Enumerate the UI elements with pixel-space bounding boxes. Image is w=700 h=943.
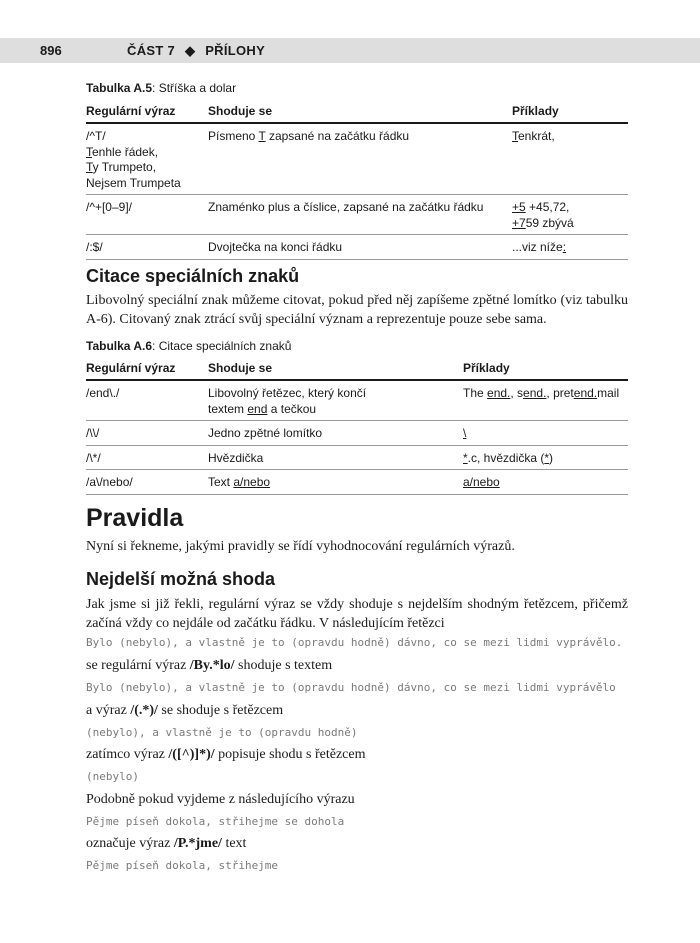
- column-header: Příklady: [512, 104, 628, 123]
- code-line: Bylo (nebylo), a vlastně je to (opravdu hodně) dávno, co se mezi lidmi vyprávělo: [86, 681, 616, 694]
- paragraph: zatímco výraz /([^)]*)/ popisuje shodu s řetězcem: [86, 747, 366, 762]
- code-line: Bylo (nebylo), a vlastně je to (opravdu hodně) dávno, co se mezi lidmi vyprávělo.: [86, 636, 623, 649]
- regex-cell: /\*/: [86, 445, 208, 470]
- table-row: [86, 470, 628, 495]
- table-header-row: [86, 361, 628, 380]
- regex-cell: /a\/nebo/: [86, 470, 208, 495]
- code-line: Pějme píseň dokola, střihejme se dohola: [86, 815, 345, 828]
- section-heading: Citace speciálních znaků: [86, 266, 300, 286]
- regex-cell: /^+[0–9]/: [86, 195, 208, 235]
- paragraph: Libovolný speciální znak můžeme citovat, pokud před něj zapíšeme zpětné lomítko (viz tabulku A-6). Citovaný znak ztrácí svůj speciální význam a reprezentuje pouze sebe sama.: [86, 293, 628, 327]
- example-cell: The end., send., pretend.mail: [463, 380, 628, 421]
- match-cell: Jedno zpětné lomítko: [208, 421, 463, 446]
- section-label: PŘÍLOHY: [205, 43, 266, 58]
- table-row: [86, 445, 628, 470]
- code-line: (nebylo): [86, 770, 139, 783]
- part-label: ČÁST 7: [127, 43, 176, 58]
- match-cell: Znaménko plus a číslice, zapsané na začátku řádku: [208, 195, 512, 235]
- column-header: Příklady: [463, 361, 628, 380]
- table-row: [86, 123, 628, 195]
- match-cell: Písmeno T zapsané na začátku řádku: [208, 123, 512, 195]
- regex-cell: /^T/ Tenhle řádek, Ty Trumpeto, Nejsem Trumpeta: [86, 123, 208, 195]
- match-cell: Text a/nebo: [208, 470, 463, 495]
- example-cell: \: [463, 421, 628, 446]
- match-cell: Libovolný řetězec, který končí textem end a tečkou: [208, 380, 463, 421]
- table-header-row: [86, 104, 628, 123]
- code-line: Pějme píseň dokola, střihejme: [86, 859, 279, 872]
- column-header: Regulární výraz: [86, 104, 208, 123]
- diamond-icon: ◆: [184, 43, 196, 58]
- section-heading: Nejdelší možná shoda: [86, 569, 276, 589]
- table-row: [86, 235, 628, 260]
- example-cell: +5 +45,72, +759 zbývá: [512, 195, 628, 235]
- match-cell: Dvojtečka na konci řádku: [208, 235, 512, 260]
- example-cell: Tenkrát,: [512, 123, 628, 195]
- regex-cell: /end\./: [86, 380, 208, 421]
- page-number: 896: [40, 43, 62, 58]
- paragraph: Jak jsme si již řekli, regulární výraz se vždy shoduje s nejdelším shodným řetězcem, přičemž začíná vždy co nejdále od začátku řádku. V následujícím řetězci: [86, 597, 628, 631]
- paragraph: označuje výraz /P.*jme/ text: [86, 836, 247, 851]
- match-cell: Hvězdička: [208, 445, 463, 470]
- table-a6: [86, 361, 628, 495]
- paragraph: se regulární výraz /By.*lo/ shoduje s textem: [86, 658, 333, 673]
- example-cell: a/nebo: [463, 470, 628, 495]
- regex-cell: /\\/: [86, 421, 208, 446]
- code-line: (nebylo), a vlastně je to (opravdu hodně): [86, 726, 358, 739]
- regex-cell: /:$/: [86, 235, 208, 260]
- paragraph: a výraz /(.*)/ se shoduje s řetězcem: [86, 703, 284, 718]
- table-a6-caption: Tabulka A.6: Citace speciálních znaků: [86, 339, 292, 353]
- table-a5: [86, 104, 628, 260]
- table-row: [86, 195, 628, 235]
- example-cell: *.c, hvězdička (*): [463, 445, 628, 470]
- column-header: Shoduje se: [208, 104, 512, 123]
- paragraph: Podobně pokud vyjdeme z následujícího výrazu: [86, 792, 355, 807]
- running-header: [127, 43, 265, 59]
- table-a5-caption: Tabulka A.5: Stříška a dolar: [86, 81, 237, 95]
- column-header: Shoduje se: [208, 361, 463, 380]
- table-row: [86, 421, 628, 446]
- table-row: [86, 380, 628, 421]
- paragraph: Nyní si řekneme, jakými pravidly se řídí vyhodnocování regulárních výrazů.: [86, 539, 515, 554]
- example-cell: ...viz níže:: [512, 235, 628, 260]
- chapter-heading: Pravidla: [86, 504, 184, 532]
- column-header: Regulární výraz: [86, 361, 208, 380]
- page-header-bar: [0, 38, 700, 63]
